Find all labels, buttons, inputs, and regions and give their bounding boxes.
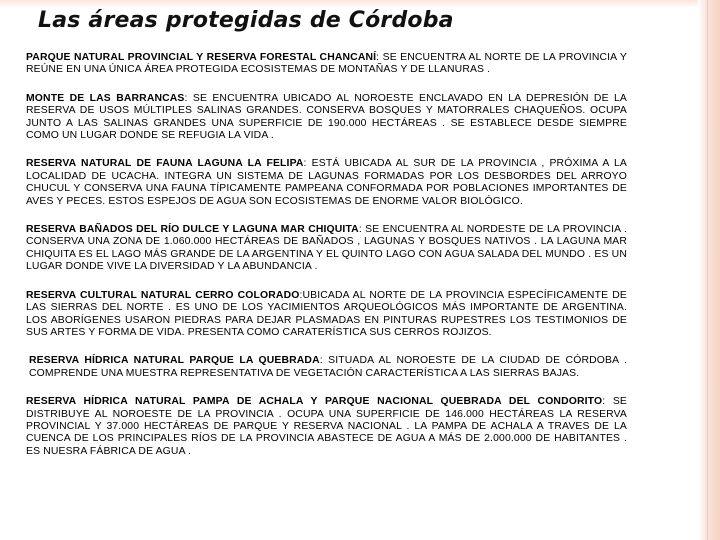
area-name: RESERVA HÍDRICA NATURAL PAMPA DE ACHALA Y PARQUE NACIONAL QUEBRADA DEL CONDORITO (26, 396, 603, 408)
area-description: : ESTÁ UBICADA AL SUR DE LA PROVINCIA , PRÓXIMA A LA LOCALIDAD DE UCACHA. INTEGRA UN SISTEMA DE LAGUNAS FORMADAS POR LOS DESBORDES DEL ARROYO CHUCUL Y CONSERVA UNA FAUNA TÍPICAMENTE PAMPEANA CONFORMADA POR POBLACIONES IMPORTANTES DE AVES Y PECES. ESTOS ESPEJOS DE AGUA SON ECOSISTEMAS DE ENORME VALOR BIOLÓGICO. (26, 158, 627, 207)
slide-content (26, 52, 627, 474)
area-name: PARQUE NATURAL PROVINCIAL Y RESERVA FORESTAL CHANCANÍ (26, 52, 377, 63)
area-description: : SE ENCUENTRA UBICADO AL NOROESTE ENCLAVADO EN LA DEPRESIÓN DE LA RESERVA DE USOS MÚLTIPLES SALINAS GRANDES. CONSERVA BOSQUES Y MATORRALES CHAQUEÑOS. OCUPA JUNTO A LAS SALINAS GRANDES UNA SUPERFICIE DE 190.000 HECTÁREAS . SE ESTABLECE DESDE SIEMPRE COMO UN LUGAR DONDE SE REFUGIA LA VIDA . (26, 92, 627, 142)
paragraph-mar-chiquita (26, 224, 627, 274)
area-name: RESERVA CULTURAL NATURAL CERRO COLORADO (26, 289, 300, 301)
paragraph-pampa-de-achala (26, 396, 627, 458)
slide-right-decoration (698, 0, 720, 540)
area-description: : SE ENCUENTRA AL NORDESTE DE LA PROVINCIA . CONSERVA UNA ZONA DE 1.060.000 HECTÁREAS DE BAÑADOS , LAGUNAS Y BOSQUES NATIVOS . LA LAGUNA MAR CHIQUITA ES EL LAGO MÁS GRANDE DE LA ARGENTINA Y EL QUINTO LAGO CON AGUA SALADA DEL MUNDO . ES UN LUGAR DONDE VIVE LA DIVERSIDAD Y LA ABUNDANCIA . (26, 224, 627, 273)
area-name: MONTE DE LAS BARRANCAS (26, 92, 185, 104)
area-description: :UBICADA AL NORTE DE LA PROVINCIA ESPECÍFICAMENTE DE LAS SIERRAS DEL NORTE . ES UNO DE LOS YACIMIENTOS ARQUEOLÓGICOS MÁS IMPORTANTE DE ARGENTINA. LOS ABORÍGENES USARON PIEDRAS PARA DEJAR PLASMADAS EN PINTURAS RUPESTRES LOS TESTIMONIOS DE SUS ARTES Y FORMA DE VIDA. PRESENTA COMO CARATERÍSTICA SUS CERROS ROJIZOS. (26, 289, 627, 338)
slide-right-border-line (707, 0, 708, 540)
paragraph-chancani (26, 52, 627, 77)
slide-title: Las áreas protegidas de Córdoba (38, 8, 454, 33)
area-name: RESERVA HÍDRICA NATURAL PARQUE LA QUEBRADA (29, 355, 320, 367)
area-description: : SE ENCUENTRA AL NORTE DE LA PROVINCIA Y REÚNE EN UNA ÚNICA ÁREA PROTEGIDA ECOSISTEMAS DE MONTAÑAS Y DE LLANURAS . (26, 52, 627, 76)
area-description: : SITUADA AL NOROESTE DE LA CIUDAD DE CÓRDOBA . COMPRENDE UNA MUESTRA REPRESENTATIVA DE VEGETACIÓN CARACTERÍSTICA A LAS SIERRAS BAJAS. (29, 355, 627, 379)
paragraph-la-quebrada (26, 355, 627, 380)
paragraph-laguna-la-felipa (26, 158, 627, 208)
paragraph-monte-de-las-barrancas (26, 93, 627, 143)
area-description: : SE DISTRIBUYE AL NOROESTE DE LA PROVINCIA . OCUPA UNA SUPERFICIE DE 146.000 HECTÁREAS LA RESERVA PROVINCIAL Y 37.000 HECTÁREAS DE PARQUE Y RESERVA NACIONAL . LA PAMPA DE ACHALA A TRAVES DE LA CUENCA DE LOS PRINCIPALES RÍOS DE LA PROVINCIA ABASTECE DE AGUA A MÁS DE 2.000.000 DE HABITANTES . ES NUESRA FÁBRICA DE AGUA . (26, 396, 627, 457)
paragraph-cerro-colorado (26, 290, 627, 340)
area-name: RESERVA NATURAL DE FAUNA LAGUNA LA FELIPA (26, 158, 304, 170)
area-name: RESERVA BAÑADOS DEL RÍO DULCE Y LAGUNA MAR CHIQUITA (26, 224, 359, 236)
